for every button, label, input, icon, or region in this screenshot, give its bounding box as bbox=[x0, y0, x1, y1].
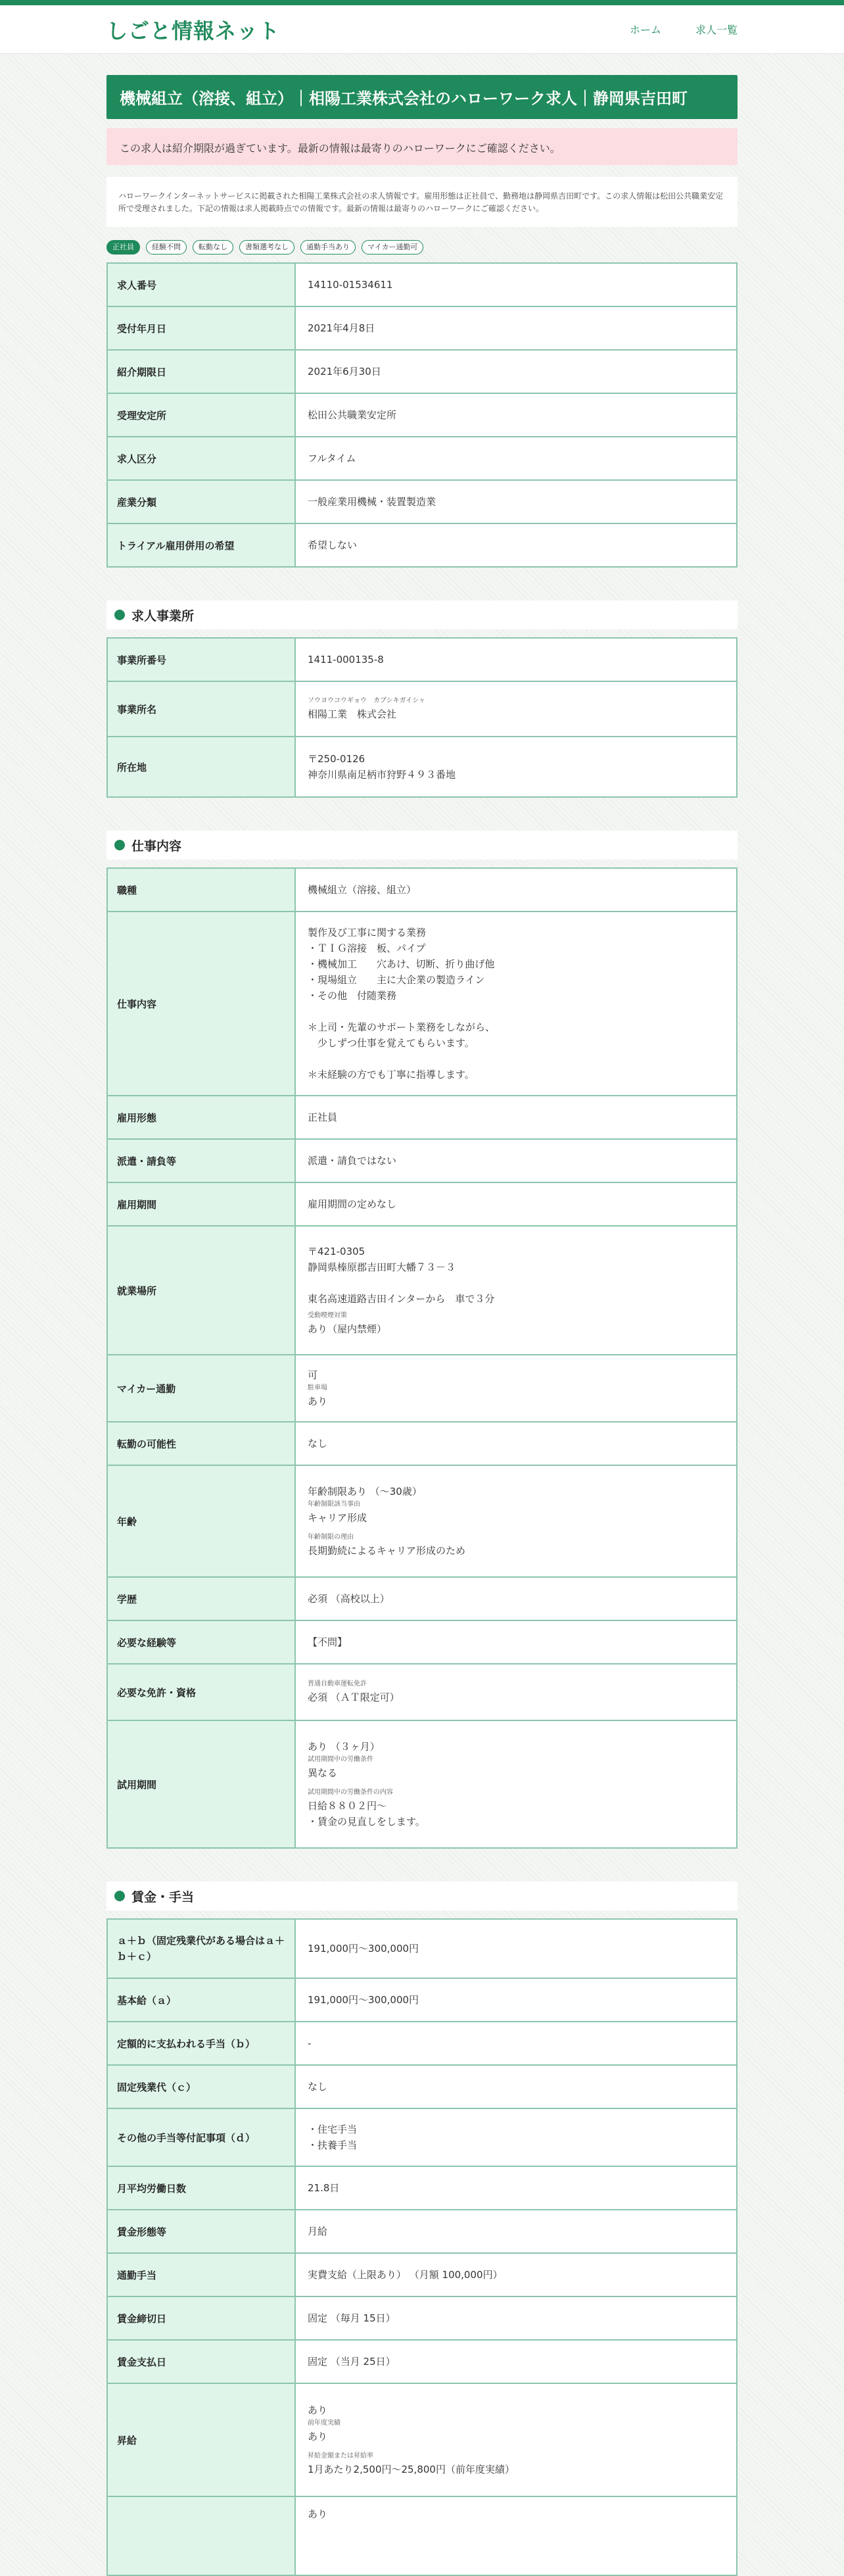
site-logo[interactable]: しごと情報ネット bbox=[106, 18, 281, 43]
content-line: 製作及び工事に関する業務 bbox=[308, 927, 427, 938]
basic-info-table bbox=[106, 262, 738, 568]
raise-prev-value: あり bbox=[308, 2431, 328, 2442]
row-label: 仕事内容 bbox=[107, 911, 295, 1096]
row-label: 受付年月日 bbox=[107, 306, 295, 350]
place-postal: 〒421-0305 bbox=[308, 1246, 365, 1257]
content-line: 少しずつ仕事を覚えてもらいます。 bbox=[308, 1037, 475, 1049]
age-cell bbox=[295, 1465, 737, 1577]
table-row bbox=[107, 2496, 737, 2575]
page-title: 機械組立（溶接、組立）｜相陽工業株式会社のハローワーク求人｜静岡県吉田町 bbox=[106, 75, 738, 119]
trial-cell bbox=[295, 1720, 737, 1848]
listing-notice: ハローワークインターネットサービスに掲載された相陽工業株式会社の求人情報です。雇用形態は正社員で、勤務地は静岡県吉田町です。この求人情報は松田公共職業安定所で受理されました。下記の情報は求人掲載時点での情報です。最新の情報は最寄りのハローワークにご確認ください。 bbox=[106, 177, 738, 227]
table-row bbox=[107, 2340, 737, 2383]
row-value: - bbox=[295, 2022, 737, 2065]
license-value: 必須 （ＡＴ限定可） bbox=[308, 1691, 400, 1703]
section-bullet-icon bbox=[114, 610, 125, 620]
table-row bbox=[107, 2253, 737, 2297]
row-label: 基本給（ａ） bbox=[107, 1978, 295, 2022]
age-reason2-label: 年齢制限の理由 bbox=[308, 1534, 354, 1541]
place-address: 静岡県榛原郡吉田町大幡７３－３ bbox=[308, 1261, 456, 1273]
table-row bbox=[107, 681, 737, 737]
content-spacer bbox=[308, 1004, 724, 1019]
job-content-cell bbox=[295, 911, 737, 1096]
office-name-kana: ソウヨウコウギョウ カブシキガイシャ bbox=[308, 697, 426, 704]
table-row bbox=[107, 868, 737, 911]
age-value: 年齢制限あり （～30歳） bbox=[308, 1486, 422, 1497]
allowance-line: ・住宅手当 bbox=[308, 2124, 358, 2135]
table-row bbox=[107, 393, 737, 437]
content-line: ・現場組立 主に大企業の製造ライン bbox=[308, 974, 485, 986]
row-value: フルタイム bbox=[295, 437, 737, 480]
office-name-cell bbox=[295, 681, 737, 737]
row-value: 14110-01534611 bbox=[295, 263, 737, 306]
table-row bbox=[107, 1720, 737, 1848]
row-label: 賃金支払日 bbox=[107, 2340, 295, 2383]
section-heading-wage bbox=[106, 1882, 738, 1910]
content-line: ・その他 付随業務 bbox=[308, 990, 397, 1002]
table-row bbox=[107, 350, 737, 393]
main-nav bbox=[630, 22, 738, 37]
table-row bbox=[107, 638, 737, 681]
row-value: 191,000円～300,000円 bbox=[295, 1919, 737, 1978]
row-label: 産業分類 bbox=[107, 480, 295, 523]
parking-label: 駐車場 bbox=[308, 1384, 327, 1392]
parking-value: あり bbox=[308, 1396, 328, 1407]
feature-tags bbox=[106, 240, 738, 255]
section-bullet-icon bbox=[114, 840, 125, 850]
trial-detail-line: 日給８８０２円～ bbox=[308, 1800, 387, 1812]
table-row bbox=[107, 1465, 737, 1577]
transfer-value: なし bbox=[295, 1422, 737, 1465]
row-value: なし bbox=[295, 2065, 737, 2108]
row-label: 試用期間 bbox=[107, 1720, 295, 1848]
row-value: 21.8日 bbox=[295, 2166, 737, 2210]
row-label: 学歴 bbox=[107, 1577, 295, 1620]
row-label: マイカー通勤 bbox=[107, 1355, 295, 1422]
raise-value: あり bbox=[308, 2404, 328, 2416]
place-access: 東名高速道路吉田インターから 車で３分 bbox=[308, 1293, 495, 1305]
row-label: 雇用期間 bbox=[107, 1182, 295, 1226]
content-spacer bbox=[308, 1275, 724, 1291]
section-heading-job bbox=[106, 831, 738, 860]
row-label: 賃金形態等 bbox=[107, 2210, 295, 2253]
raise-cell bbox=[295, 2383, 737, 2496]
bonus-cell bbox=[295, 2496, 737, 2575]
row-label: 年齢 bbox=[107, 1465, 295, 1577]
table-row bbox=[107, 2022, 737, 2065]
bonus-value: あり bbox=[308, 2508, 328, 2520]
age-reason-label: 年齢制限該当事由 bbox=[308, 1501, 360, 1508]
expired-alert: この求人は紹介期限が過ぎています。最新の情報は最寄りのハローワークにご確認ください。 bbox=[106, 128, 738, 165]
row-value: 実費支給（上限あり） （月額 100,000円） bbox=[295, 2253, 737, 2297]
row-label bbox=[107, 2496, 295, 2575]
nav-home-link[interactable]: ホーム bbox=[629, 24, 661, 36]
row-value: 191,000円～300,000円 bbox=[295, 1978, 737, 2022]
table-row bbox=[107, 2210, 737, 2253]
tag-no-experience: 経験不問 bbox=[146, 240, 187, 255]
row-label: 紹介期限日 bbox=[107, 350, 295, 393]
office-address: 神奈川県南足柄市狩野４９３番地 bbox=[308, 769, 456, 781]
table-row bbox=[107, 2383, 737, 2496]
row-value: 希望しない bbox=[295, 523, 737, 567]
row-label: 派遣・請負等 bbox=[107, 1139, 295, 1182]
allowance-line: ・扶養手当 bbox=[308, 2139, 358, 2151]
smoking-label: 受動喫煙対策 bbox=[308, 1312, 347, 1319]
row-label: その他の手当等付記事項（ｄ） bbox=[107, 2108, 295, 2166]
other-allowance-cell bbox=[295, 2108, 737, 2166]
table-row bbox=[107, 737, 737, 797]
row-label: 転勤の可能性 bbox=[107, 1422, 295, 1465]
occupation-value: 機械組立（溶接、組立） bbox=[295, 868, 737, 911]
table-row bbox=[107, 1919, 737, 1978]
row-label: 賃金締切日 bbox=[107, 2297, 295, 2340]
table-row bbox=[107, 2108, 737, 2166]
section-heading-text: 仕事内容 bbox=[131, 838, 182, 854]
top-accent-bar bbox=[0, 0, 844, 5]
row-value: 月給 bbox=[295, 2210, 737, 2253]
table-row bbox=[107, 306, 737, 350]
trial-value: あり （３ヶ月） bbox=[308, 1741, 380, 1753]
employment-value: 正社員 bbox=[295, 1096, 737, 1139]
tag-car-commute: マイカー通勤可 bbox=[362, 240, 423, 255]
row-label: 所在地 bbox=[107, 737, 295, 797]
content-line: ＊上司・先輩のサポート業務をしながら、 bbox=[308, 1021, 496, 1033]
row-label: 月平均労働日数 bbox=[107, 2166, 295, 2210]
dispatch-value: 派遣・請負ではない bbox=[295, 1139, 737, 1182]
car-commute-value: 可 bbox=[308, 1369, 318, 1381]
table-row bbox=[107, 1226, 737, 1355]
site-header bbox=[0, 5, 844, 54]
row-label: 事業所番号 bbox=[107, 638, 295, 681]
row-label: 固定残業代（ｃ） bbox=[107, 2065, 295, 2108]
row-label: 事業所名 bbox=[107, 681, 295, 737]
education-value: 必須 （高校以上） bbox=[295, 1577, 737, 1620]
table-row bbox=[107, 1577, 737, 1620]
license-label: 普通自動車運転免許 bbox=[308, 1680, 367, 1688]
table-row bbox=[107, 437, 737, 480]
row-value: 2021年6月30日 bbox=[295, 350, 737, 393]
license-cell bbox=[295, 1664, 737, 1720]
age-reason2: 長期勤続によるキャリア形成のため bbox=[308, 1545, 466, 1557]
wage-table bbox=[106, 1918, 738, 2576]
raise-amount-value: 1月あたり2,500円～25,800円（前年度実績） bbox=[308, 2464, 515, 2475]
office-postal: 〒250-0126 bbox=[308, 753, 365, 765]
experience-value: 【不問】 bbox=[295, 1620, 737, 1664]
row-value: 松田公共職業安定所 bbox=[295, 393, 737, 437]
table-row bbox=[107, 1139, 737, 1182]
content-spacer bbox=[308, 1051, 724, 1067]
office-address-cell bbox=[295, 737, 737, 797]
table-row bbox=[107, 480, 737, 523]
row-label: 求人番号 bbox=[107, 263, 295, 306]
age-reason: キャリア形成 bbox=[308, 1512, 367, 1524]
table-row bbox=[107, 2166, 737, 2210]
row-label: 職種 bbox=[107, 868, 295, 911]
trial-detail-line: ・賃金の見直しをします。 bbox=[308, 1816, 425, 1828]
office-name: 相陽工業 株式会社 bbox=[308, 708, 397, 720]
row-label: 昇給 bbox=[107, 2383, 295, 2496]
tag-no-transfer: 転勤なし bbox=[193, 240, 233, 255]
row-label: 雇用形態 bbox=[107, 1096, 295, 1139]
row-label: 受理安定所 bbox=[107, 393, 295, 437]
smoking-value: あり（屋内禁煙） bbox=[308, 1323, 387, 1335]
table-row bbox=[107, 1664, 737, 1720]
row-label: トライアル雇用併用の希望 bbox=[107, 523, 295, 567]
table-row bbox=[107, 1620, 737, 1664]
trial-cond-value: 異なる bbox=[308, 1767, 338, 1779]
table-row bbox=[107, 1355, 737, 1422]
content-line: ・ＴＩＧ溶接 板、パイプ bbox=[308, 942, 426, 954]
table-row bbox=[107, 911, 737, 1096]
row-value: 2021年4月8日 bbox=[295, 306, 737, 350]
table-row bbox=[107, 1978, 737, 2022]
row-value: 一般産業用機械・装置製造業 bbox=[295, 480, 737, 523]
job-table bbox=[106, 867, 738, 1849]
tag-no-document-screening: 書類選考なし bbox=[239, 240, 294, 255]
section-heading-office bbox=[106, 600, 738, 629]
raise-prev-label: 前年度実績 bbox=[308, 2419, 340, 2427]
period-value: 雇用期間の定めなし bbox=[295, 1182, 737, 1226]
car-commute-cell bbox=[295, 1355, 737, 1422]
row-value: 固定 （毎月 15日） bbox=[295, 2297, 737, 2340]
table-row bbox=[107, 523, 737, 567]
raise-amount-label: 昇給金額または昇給率 bbox=[308, 2452, 373, 2460]
content-line: ・機械加工 穴あけ、切断、折り曲げ他 bbox=[308, 958, 495, 970]
row-label: 就業場所 bbox=[107, 1226, 295, 1355]
table-row bbox=[107, 1422, 737, 1465]
main-content bbox=[106, 75, 738, 2576]
row-value: 固定 （当月 25日） bbox=[295, 2340, 737, 2383]
trial-detail-label: 試用期間中の労働条件の内容 bbox=[308, 1789, 393, 1796]
table-row bbox=[107, 2065, 737, 2108]
section-bullet-icon bbox=[114, 1891, 125, 1901]
table-row bbox=[107, 1182, 737, 1226]
nav-job-list-link[interactable]: 求人一覧 bbox=[695, 24, 738, 36]
work-place-cell bbox=[295, 1226, 737, 1355]
row-label: ａ＋ｂ（固定残業代がある場合はａ＋ｂ＋ｃ） bbox=[107, 1919, 295, 1978]
tag-commute-allowance: 通勤手当あり bbox=[300, 240, 356, 255]
row-label: 定額的に支払われる手当（ｂ） bbox=[107, 2022, 295, 2065]
row-label: 通勤手当 bbox=[107, 2253, 295, 2297]
section-heading-text: 賃金・手当 bbox=[131, 1889, 195, 1905]
office-number: 1411-000135-8 bbox=[295, 638, 737, 681]
section-heading-text: 求人事業所 bbox=[131, 608, 195, 623]
row-label: 必要な免許・資格 bbox=[107, 1664, 295, 1720]
table-row bbox=[107, 1096, 737, 1139]
tag-full-time: 正社員 bbox=[106, 240, 140, 255]
row-label: 求人区分 bbox=[107, 437, 295, 480]
content-line: ＊未経験の方でも丁寧に指導します。 bbox=[308, 1069, 475, 1081]
trial-cond-label: 試用期間中の労働条件 bbox=[308, 1756, 373, 1763]
office-table bbox=[106, 637, 738, 798]
table-row bbox=[107, 263, 737, 306]
row-label: 必要な経験等 bbox=[107, 1620, 295, 1664]
table-row bbox=[107, 2297, 737, 2340]
